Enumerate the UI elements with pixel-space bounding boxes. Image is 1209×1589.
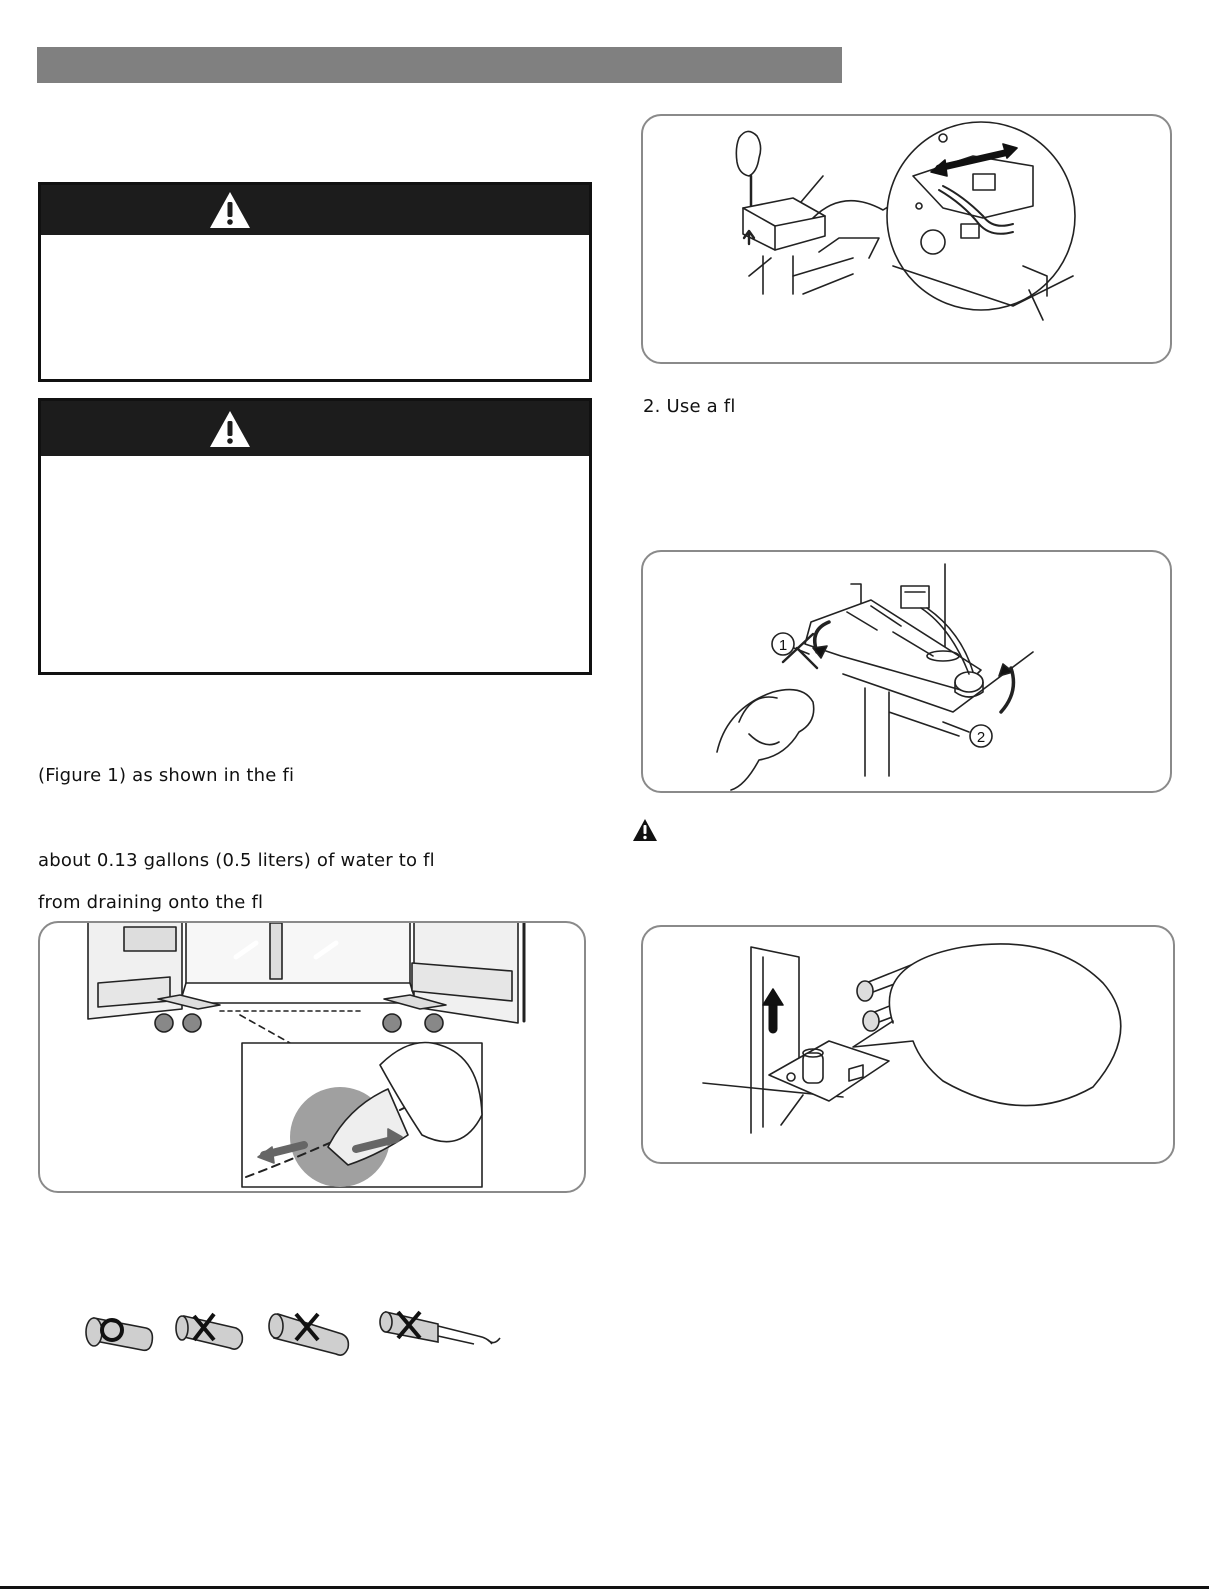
- incorrect-cut-tube: [176, 1314, 242, 1349]
- figure-water-line-disconnect: [38, 921, 586, 1193]
- gallons-text: about 0.13 gallons (0.5 liters) of water to fl: [38, 850, 435, 871]
- warning-header: [41, 401, 589, 456]
- warning-box-1: [38, 182, 592, 382]
- correct-cut-tube: [86, 1318, 152, 1350]
- warning-triangle-icon: [208, 190, 252, 230]
- callout-1: 1: [778, 637, 788, 654]
- warning-header: [41, 185, 589, 235]
- caution-triangle-icon: [632, 818, 658, 842]
- section-header-bar: [37, 47, 842, 83]
- figure-hinge-lift: [641, 925, 1175, 1164]
- water-line-illustration: [40, 923, 584, 1191]
- cover-removal-illustration: [643, 116, 1170, 362]
- draining-text: from draining onto the fl: [38, 892, 264, 913]
- incorrect-cut-tube: [269, 1314, 348, 1355]
- warning-box-2: [38, 398, 592, 675]
- callout-2: 2: [976, 729, 986, 746]
- lever-release-illustration: [643, 552, 1170, 791]
- incorrect-cut-tube: [380, 1312, 500, 1344]
- figure-cover-removal: [641, 114, 1172, 364]
- hinge-lift-illustration: [643, 927, 1173, 1162]
- step2-text: 2. Use a fl: [643, 396, 736, 417]
- tube-cut-examples: [82, 1300, 522, 1360]
- figure1-reference-text: (Figure 1) as shown in the fi: [38, 765, 295, 786]
- warning-triangle-icon: [208, 409, 252, 449]
- figure-lever-release: [641, 550, 1172, 793]
